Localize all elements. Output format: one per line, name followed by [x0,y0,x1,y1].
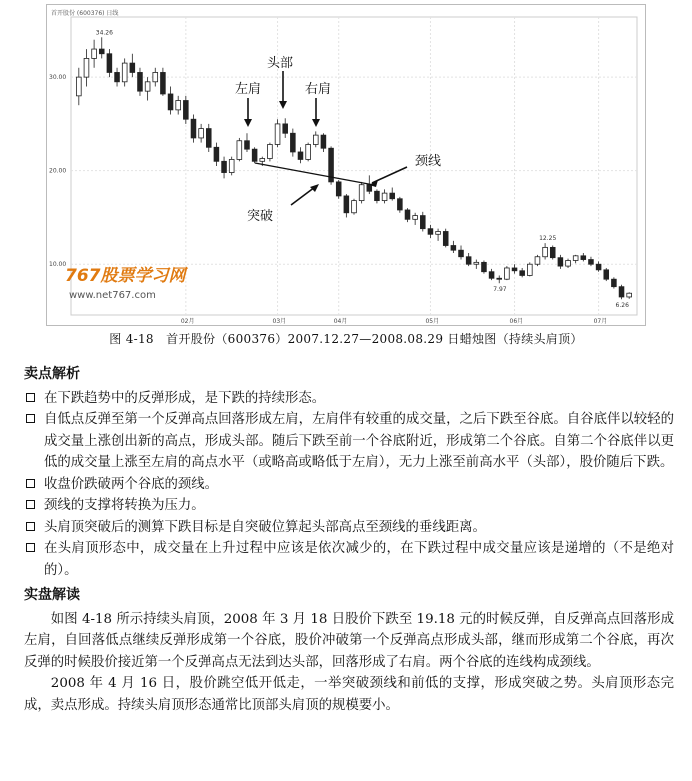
list-item: 自低点反弹至第一个反弹高点回落形成左肩，左肩伴有较重的成交量，之后下跌至谷底。自谷底伴以较轻的成交量上涨创出新的高点，形成头部。随后下跌至前一个谷底附近，形成第二个谷底。自第二个谷底伴以更低的成交量上涨至左肩的高点水平（或略高或略低于左肩），无力上涨至前高水平（头部），股价随后下跌。 [24,409,674,474]
candle-down [596,264,601,270]
candle-up [382,193,387,200]
candle-down [138,72,143,91]
x-tick-label: 06月 [509,318,524,325]
case-paragraph-2: 2008 年 4 月 16 日，股价跳空低开低走，一举突破颈线和前低的支撑，形成突破之势。头肩顶形态完成，卖点形成。持续头肩顶形态通常比顶部头肩顶的规模要小。 [24,676,674,713]
candle-down [183,101,188,120]
high-price-label: 34.26 [95,29,113,37]
checkbox-icon [26,393,35,402]
candle-down [245,141,250,149]
checkbox-icon [26,543,35,552]
candle-down [290,133,295,152]
head-label: 头部 [267,56,294,71]
y-tick-label: 20.00 [49,167,67,175]
candle-down [451,246,456,251]
candle-up [260,159,265,162]
checkbox-icon [26,479,35,488]
x-tick-label: 04月 [333,318,348,325]
candle-down [206,129,211,148]
candle-down [558,258,563,266]
candle-up [237,141,242,160]
right-shoulder-label: 右肩 [305,82,332,97]
candle-down [344,196,349,213]
list-item: 头肩顶突破后的测算下跌目标是自突破位算起头部高点至颈线的垂线距离。 [24,517,674,539]
candle-down [612,279,617,286]
candle-down [375,191,380,200]
section-title-case-study: 实盘解读 [24,587,80,603]
candle-up [313,135,318,144]
candle-down [191,119,196,138]
x-tick-label: 03月 [272,318,287,325]
candle-up [573,256,578,261]
candle-down [214,147,219,161]
neckline-label: 颈线 [415,154,442,169]
candle-down [459,250,464,257]
list-item: 在头肩顶形态中，成交量在上升过程中应该是依次减少的，在下跌过程中成交量应该是递增的（不是绝对的）。 [24,538,674,581]
candle-up [84,58,89,77]
candle-up [306,144,311,159]
candle-down [161,72,166,94]
candle-up [359,185,364,201]
list-item: 收盘价跌破两个谷底的颈线。 [24,474,674,496]
candle-up [153,72,158,81]
candle-down [107,54,112,73]
candle-down [130,63,135,72]
candle-up [566,260,571,266]
candle-up [474,262,479,264]
candle-up [145,82,150,91]
chart-canvas [47,5,645,325]
x-tick-label: 02月 [180,318,195,325]
candle-up [229,159,234,172]
candle-up [92,49,97,58]
candle-down [466,257,471,264]
neckline-line [255,163,374,185]
candle-up [352,201,357,213]
candle-down [619,287,624,297]
candle-up [413,216,418,220]
candle-down [428,229,433,235]
x-tick-label: 05月 [425,318,440,325]
left-shoulder-arrowhead [244,119,252,127]
candle-down [298,152,303,159]
candle-up [268,144,273,158]
candle-down [512,268,517,271]
candle-up [543,247,548,256]
candlestick-chart [46,4,646,326]
candle-down [550,247,555,257]
checkbox-icon [26,522,35,531]
breakout-arrowhead [310,184,319,192]
y-tick-label: 10.00 [49,261,67,269]
candle-down [99,49,104,54]
x-tick-label: 07月 [593,318,608,325]
candle-down [397,199,402,210]
checkbox-icon [26,500,35,509]
candle-up [535,257,540,264]
candle-down [497,278,502,279]
candle-down [581,256,586,260]
candle-up [275,124,280,145]
breakout-arrow [291,187,315,205]
candle-up [436,231,441,234]
candle-down [222,161,227,172]
candle-up [122,63,127,82]
left-shoulder-label: 左肩 [235,82,262,97]
candles [76,37,631,299]
chart-header: 首开股份 (600376) 日线 [51,10,119,17]
list-item: 颈线的支撑将转换为压力。 [24,495,674,517]
candle-up [176,101,181,110]
candle-up [505,268,510,279]
candle-up [199,129,204,138]
watermark-logo: 767股票学习网 [65,266,186,286]
case-paragraph-1: 如图 4-18 所示持续头肩顶，2008 年 3 月 18 日股价下跌至 19.18 元的时候反弹，自反弹高点回落形成左肩，自回落低点继续反弹形成第一个谷底，股价冲破第一个反弹高点形成头部，继而形成第二个谷底，再次反弹的时候股价接近第一个反弹高点无法到达头部，回落形成了右肩。两个谷底的连线构成颈线。 [24,611,674,670]
candle-down [420,216,425,229]
candle-down [321,135,326,148]
sell-point-list [24,388,674,582]
section-title-sell-point: 卖点解析 [24,366,80,382]
candle-down [489,272,494,279]
candle-up [627,293,632,297]
candle-down [252,149,257,161]
article-body [24,364,674,716]
candle-up [527,264,532,275]
candle-down [336,182,341,196]
candle-down [283,124,288,133]
breakout-label: 突破 [247,209,274,224]
low-label-1: 7.97 [493,286,507,294]
candle-down [168,94,173,110]
list-item: 在下跌趋势中的反弹形成，是下跌的持续形态。 [24,388,674,410]
low-label-2: 6.26 [615,302,629,310]
candle-down [589,260,594,265]
watermark-url: www.net767.com [69,290,156,301]
candle-down [482,262,487,271]
candle-up [76,77,81,96]
right-shoulder-arrowhead [312,119,320,127]
candle-down [367,185,372,192]
candle-down [604,270,609,279]
candle-down [115,72,120,81]
head-arrowhead [279,101,287,109]
figure-caption: 图 4-18 首开股份（600376）2007.12.27—2008.08.29 日蜡烛图（持续头肩顶） [109,332,583,346]
late-high-label: 12.25 [539,235,557,243]
candle-down [443,231,448,245]
checkbox-icon [26,414,35,423]
y-tick-label: 30.00 [49,74,67,82]
candle-down [405,210,410,219]
candle-down [390,193,395,199]
candle-down [520,271,525,276]
